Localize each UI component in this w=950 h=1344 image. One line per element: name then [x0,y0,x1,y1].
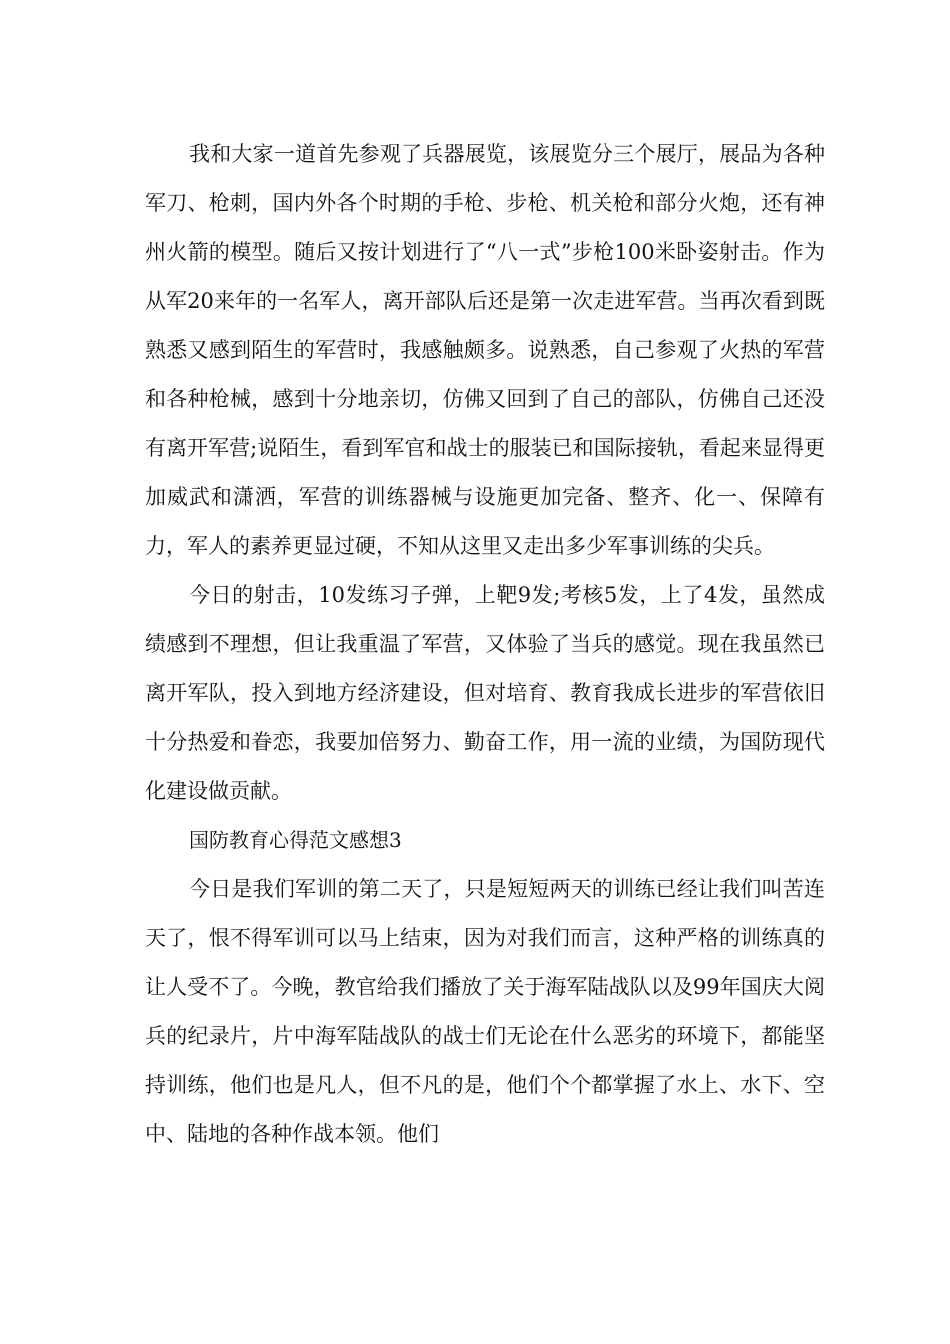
paragraph-military-training: 今日是我们军训的第二天了，只是短短两天的训练已经让我们叫苦连天了，恨不得军训可以马上结束，因为对我们而言，这种严格的训练真的让人受不了。今晚，教官给我们播放了关于海军陆战队以及99年国庆大阅兵的纪录片，片中海军陆战队的战士们无论在什么恶劣的环境下，都能坚持训练，他们也是凡人，但不凡的是，他们个个都掌握了水上、水下、空中、陆地的各种作战本领。他们 [145,877,825,1146]
section-heading: 国防教育心得范文感想3 [189,828,402,852]
paragraph-shooting-result: 今日的射击，10发练习子弹，上靶9发;考核5发，上了4发，虽然成绩感到不理想，但让我重温了军营，又体验了当兵的感觉。现在我虽然已离开军队，投入到地方经济建设，但对培育、教育我成长进步的军营依旧十分热爱和眷恋，我要加倍努力、勤奋工作，用一流的业绩，为国防现代化建设做贡献。 [145,583,825,803]
document-body [145,130,825,1159]
paragraph-weapons-exhibition: 我和大家一道首先参观了兵器展览，该展览分三个展厅，展品为各种军刀、枪刺，国内外各个时期的手枪、步枪、机关枪和部分火炮，还有神州火箭的模型。随后又按计划进行了“八一式”步枪100米卧姿射击。作为从军20来年的一名军人，离开部队后还是第一次走进军营。当再次看到既熟悉又感到陌生的军营时，我感触颇多。说熟悉，自己参观了火热的军营和各种枪械，感到十分地亲切，仿佛又回到了自己的部队，仿佛自己还没有离开军营;说陌生，看到军官和战士的服装已和国际接轨，看起来显得更加威武和潇洒，军营的训练器械与设施更加完备、整齐、化一、保障有力，军人的素养更显过硬，不知从这里又走出多少军事训练的尖兵。 [145,142,825,558]
